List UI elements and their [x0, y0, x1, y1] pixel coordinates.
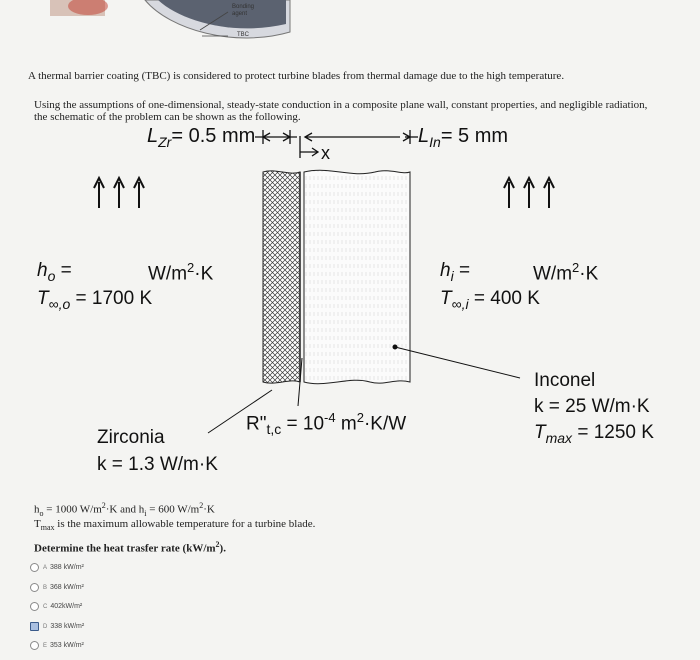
- option-d[interactable]: D 338 kW/m²: [30, 622, 84, 631]
- left-convection-arrows: [94, 178, 144, 208]
- turbine-blade-figure: [50, 0, 300, 55]
- flag-icon[interactable]: [30, 622, 39, 631]
- option-b[interactable]: B 368 kW/m²: [30, 583, 84, 592]
- zirconia-thickness-label: $L_{Zr}= 0.5$ mm: [147, 125, 256, 150]
- x-axis-label: x: [321, 143, 330, 163]
- option-e[interactable]: E 353 kW/m²: [30, 641, 84, 650]
- bonding-agent-label: Bonding agent: [232, 4, 255, 17]
- given-h-values: $h_o = 1000$ $W/m^2\cdot K$ and $h_i = 600$ $W/m^2\cdot K$: [34, 501, 215, 518]
- zirconia-conductivity: k = 1.3 W/m·K: [97, 454, 218, 475]
- tbc-label: TBC: [237, 32, 249, 38]
- radio-icon[interactable]: [30, 563, 39, 572]
- question-text: Determine the heat trasfer rate $(kW/m^2)$.: [34, 540, 226, 555]
- inner-h-unit: $W/m^2\cdot K$: [533, 260, 599, 285]
- intro-text: A thermal barrier coating (TBC) is considered to protect turbine blades from thermal damage due to the high temperature.: [28, 70, 565, 82]
- inner-temperature-label: $T_{\infty,i} = 400$ K: [440, 288, 540, 312]
- outer-temperature-label: $T_{\infty,o} = 1700$ K: [37, 288, 153, 312]
- inner-h-label: $h_i$ =: [440, 260, 471, 284]
- assumptions-line-1: Using the assumptions of one-dimensional, steady-state conduction in a composite plane wall, constant properties, and negligible radiation,: [34, 99, 648, 111]
- zirconia-label: Zirconia: [97, 427, 165, 448]
- inconel-layer: [304, 170, 410, 383]
- option-a[interactable]: A 388 kW/m²: [30, 563, 84, 572]
- inconel-label: Inconel: [534, 370, 596, 391]
- inconel-leader: [395, 347, 520, 378]
- assumptions-line-2: the schematic of the problem can be shown as the following.: [34, 111, 301, 123]
- dimension-arrows: [255, 130, 418, 158]
- outer-h-label: $h_o$ =: [37, 260, 72, 284]
- inconel-thickness-label: $L_{In}= 5$ mm: [418, 125, 509, 150]
- tmax-definition: $T_{max}$ is the maximum allowable temperature for a turbine blade.: [34, 518, 316, 533]
- radio-icon[interactable]: [30, 583, 39, 592]
- zirconia-layer: [263, 171, 300, 383]
- option-c[interactable]: C 402kW/m²: [30, 602, 82, 611]
- right-convection-arrows: [504, 178, 554, 208]
- radio-icon[interactable]: [30, 602, 39, 611]
- radio-icon[interactable]: [30, 641, 39, 650]
- inconel-conductivity: k = 25 W/m·K: [534, 396, 650, 417]
- outer-h-unit: $W/m^2\cdot K$: [148, 260, 214, 285]
- contact-resistance-label: $R"_{t,c} = 10^{-4}$ $m^2\cdot K/W$: [246, 410, 407, 438]
- max-temperature-label: $T_{max} = 1250$ K: [534, 422, 654, 446]
